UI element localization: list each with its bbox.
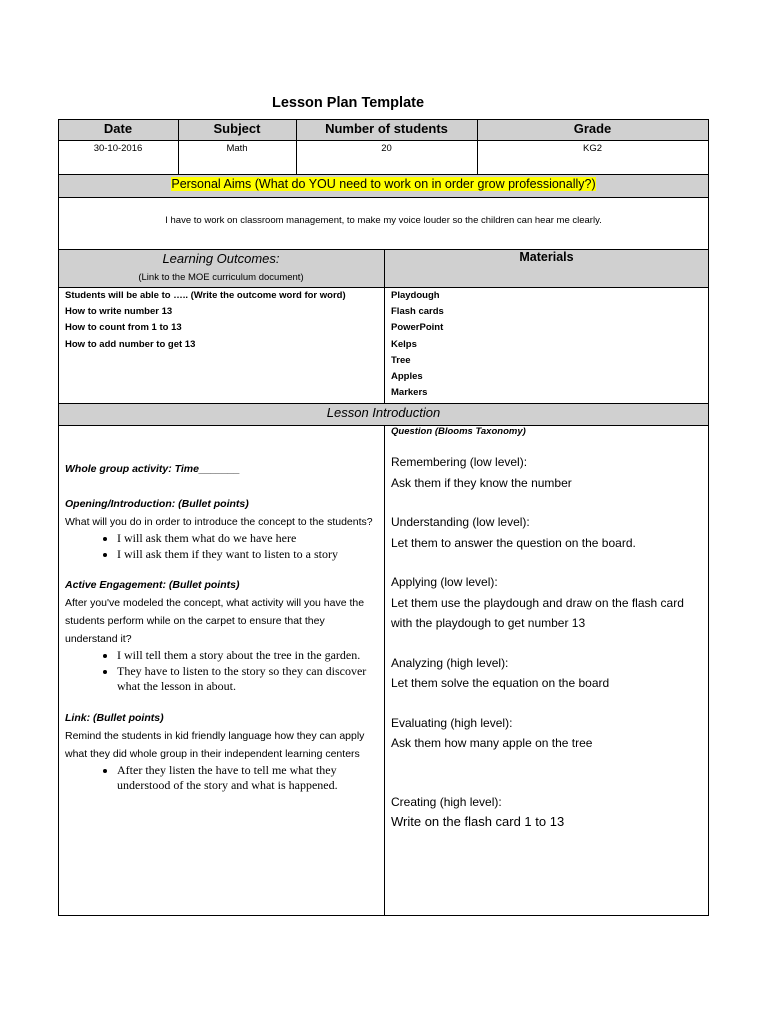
page-title: Lesson Plan Template	[272, 95, 425, 111]
intro-column	[65, 460, 380, 794]
outcome-line: How to count from 1 to 13	[65, 322, 182, 334]
active-bullets	[65, 648, 380, 695]
aims-heading: Personal Aims (What do YOU need to work on in order grow professionally?)	[171, 177, 596, 191]
active-heading: Active Engagement: (Bullet points)	[65, 579, 240, 591]
opening-bullets	[65, 531, 380, 562]
opening-question: What will you do in order to introduce the concept to the students?	[65, 516, 373, 528]
question-level: Evaluating (high level):	[391, 715, 513, 730]
outcomes-list	[65, 288, 380, 353]
opening-heading: Opening/Introduction: (Bullet points)	[65, 498, 249, 510]
material-item: Kelps	[391, 338, 417, 350]
question-level: Understanding (low level):	[391, 515, 530, 529]
question-answer: Ask them if they know the number	[391, 475, 572, 490]
header-students: Number of students	[325, 121, 448, 136]
link-heading: Link: (Bullet points)	[65, 711, 164, 724]
question-answer: Let them solve the equation on the board	[391, 676, 610, 690]
questions-column	[391, 426, 703, 833]
header-subject: Subject	[213, 121, 261, 136]
outcome-line: How to add number to get 13	[65, 338, 196, 350]
outcome-line: How to write number 13	[65, 306, 173, 318]
subject-value: Math	[226, 143, 248, 154]
opening-bullet: • I will ask them if they want to listen to a story	[117, 547, 380, 563]
header-grade: Grade	[573, 121, 612, 136]
question-level: Remembering (low level):	[391, 455, 528, 469]
material-item: Flash cards	[391, 306, 444, 318]
question-answer: Let them to answer the question on the board.	[391, 535, 636, 550]
students-value: 20	[381, 143, 392, 154]
active-question: After you've modeled the concept, what activity will you have the students perform while on the carpet to ensure that they understand it?	[65, 597, 365, 645]
question-level: Analyzing (high level):	[391, 655, 509, 670]
opening-bullet: • I will ask them what do we have here	[117, 531, 380, 547]
material-item: Playdough	[391, 290, 440, 301]
link-bullet: • After they listen the have to tell me what they understood of the story and what is happened.	[117, 763, 380, 794]
material-item: PowerPoint	[391, 322, 444, 334]
material-item: Apples	[391, 371, 423, 383]
intro-heading: Lesson Introduction	[326, 405, 441, 420]
aims-text: I have to work on classroom management, to make my voice louder so the children can hear me clearly.	[165, 215, 602, 226]
materials-heading: Materials	[519, 250, 574, 264]
questions-heading: Question (Blooms Taxonomy)	[391, 426, 526, 437]
question-answer: Ask them how many apple on the tree	[391, 736, 593, 750]
active-bullet: • They have to listen to the story so they can discover what the lesson in about.	[117, 664, 380, 695]
outcome-line: Students will be able to ….. (Write the outcome word for word)	[65, 290, 346, 301]
materials-list	[391, 288, 703, 401]
whole-group-line: Whole group activity: Time_______	[65, 463, 240, 475]
material-item: Tree	[391, 354, 411, 366]
header-date: Date	[103, 121, 133, 136]
question-level: Applying (low level):	[391, 575, 498, 589]
question-answer: Write on the flash card 1 to 13	[391, 814, 565, 829]
date-value: 30-10-2016	[93, 143, 143, 154]
material-item: Markers	[391, 387, 428, 399]
question-answer: Let them use the playdough and draw on the flash card with the playdough to get number 13	[391, 595, 684, 630]
question-level: Creating (high level):	[391, 794, 502, 809]
grade-value: KG2	[582, 143, 602, 154]
link-question: Remind the students in kid friendly language how they can apply what they did whole group in their independent learning centers	[65, 729, 365, 760]
active-bullet: • I will tell them a story about the tree in the garden.	[117, 648, 380, 664]
outcomes-sub: (Link to the MOE curriculum document)	[138, 272, 304, 283]
link-bullets	[65, 763, 380, 794]
lesson-plan-table	[58, 119, 709, 916]
outcomes-heading: Learning Outcomes:	[162, 251, 280, 266]
